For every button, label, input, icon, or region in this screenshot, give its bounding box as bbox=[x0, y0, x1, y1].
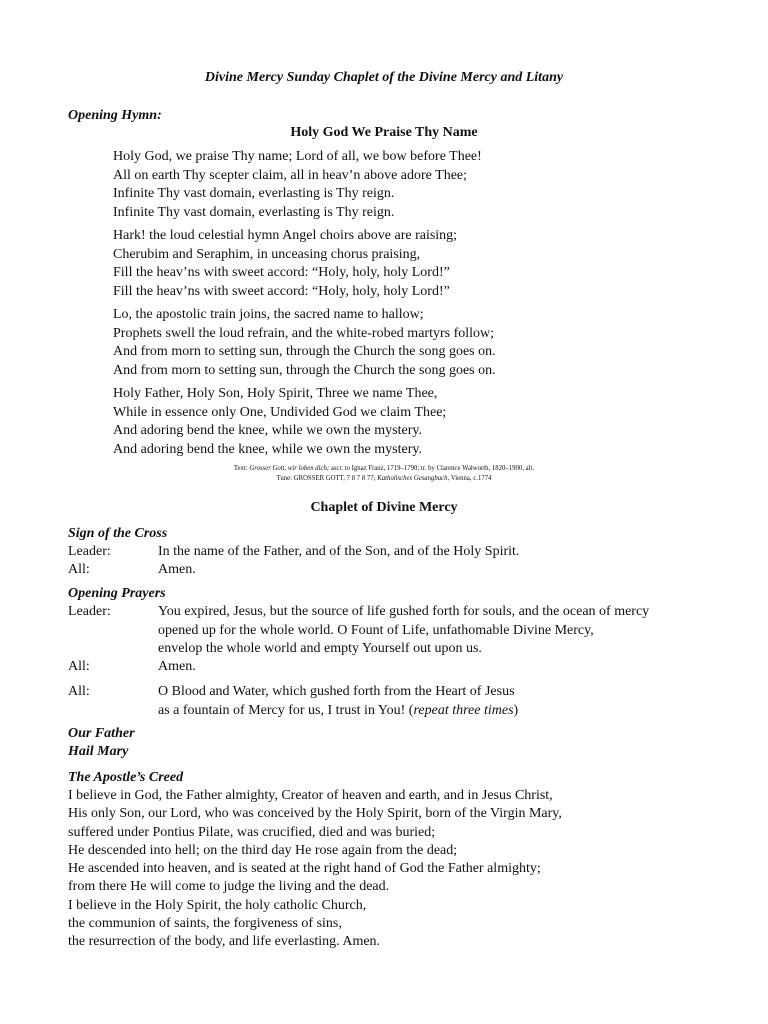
hymn-title-text: Holy God We Praise Thy Name bbox=[290, 125, 478, 140]
creed-line: the resurrection of the body, and life everlasting. Amen. bbox=[68, 934, 381, 950]
hymn-line: And adoring bend the knee, while we own the mystery. bbox=[113, 423, 422, 439]
prayer-text bbox=[158, 603, 758, 659]
prayer-text bbox=[158, 543, 758, 562]
speaker-label: All: bbox=[68, 562, 90, 577]
hail-mary-label: Hail Mary bbox=[68, 744, 129, 759]
repeat-instruction: repeat three times bbox=[413, 702, 514, 718]
credit-tune-prefix: Tune: GROSSER GOTT, 7 8 7 8 77; bbox=[276, 473, 378, 482]
creed-line: I believe in God, the Father almighty, Creator of heaven and earth, and in Jesus Christ, bbox=[68, 788, 553, 803]
creed-line: He ascended into heaven, and is seated at the right hand of God the Father almighty; bbox=[68, 861, 541, 877]
hymn-line: While in essence only One, Undivided God we claim Thee; bbox=[113, 404, 447, 420]
hymn-line: All on earth Thy scepter claim, all in heav’n above adore Thee; bbox=[113, 167, 468, 183]
credit-tune-source: Katholisches Gesangbuch, bbox=[377, 473, 450, 482]
hymn-stanza-2 bbox=[113, 227, 457, 302]
prayer-line: opened up for the whole world. O Fount of Life, unfathomable Divine Mercy, bbox=[158, 622, 594, 638]
hymn-line: Cherubim and Seraphim, in unceasing chorus praising, bbox=[113, 246, 421, 262]
prayer-line-main: as a fountain of Mercy for us, I trust in You! ( bbox=[158, 702, 414, 718]
chaplet-heading: Chaplet of Divine Mercy bbox=[310, 500, 458, 515]
hymn-line: Fill the heav’ns with sweet accord: “Holy, holy, holy Lord!” bbox=[113, 284, 450, 300]
hymn-tune-credit bbox=[38, 473, 729, 483]
speaker-label: Leader: bbox=[68, 544, 111, 559]
creed-line: the communion of saints, the forgiveness of sins, bbox=[68, 916, 342, 932]
creed-line: His only Son, our Lord, who was conceived by the Holy Spirit, born of the Virgin Mary, bbox=[68, 806, 562, 822]
hymn-line: And adoring bend the knee, while we own the mystery. bbox=[113, 442, 422, 458]
hymn-line: Lo, the apostolic train joins, the sacred name to hallow; bbox=[113, 307, 424, 322]
prayer-line-end: ) bbox=[513, 702, 519, 718]
hymn-line: And from morn to setting sun, through the Church the song goes on. bbox=[113, 363, 496, 379]
creed-line: suffered under Pontius Pilate, was crucified, died and was buried; bbox=[68, 824, 436, 840]
credit-text-title: Grosser Gott, wir loben dich; bbox=[249, 463, 330, 472]
prayer-text bbox=[158, 658, 758, 677]
hymn-line: And from morn to setting sun, through the Church the song goes on. bbox=[113, 344, 496, 360]
speaker-label: Leader: bbox=[68, 604, 111, 619]
credit-text-prefix: Text: bbox=[233, 463, 250, 472]
sign-of-cross-label: Sign of the Cross bbox=[68, 526, 168, 541]
document-title: Divine Mercy Sunday Chaplet of the Divine Mercy and Litany bbox=[204, 70, 564, 85]
hymn-line: Infinite Thy vast domain, everlasting is Thy reign. bbox=[113, 205, 395, 221]
hymn-stanza-1 bbox=[113, 148, 482, 223]
prayer-line bbox=[158, 702, 758, 721]
hymn-line: Holy Father, Holy Son, Holy Spirit, Three we name Thee, bbox=[113, 386, 438, 401]
creed-text bbox=[68, 787, 562, 952]
creed-line: from there He will come to judge the living and the dead. bbox=[68, 879, 390, 895]
prayer-line: You expired, Jesus, but the source of life gushed forth for souls, and the ocean of mercy bbox=[158, 604, 650, 619]
prayer-line: In the name of the Father, and of the Son, and of the Holy Spirit. bbox=[158, 544, 520, 559]
hymn-line: Holy God, we praise Thy name; Lord of all, we bow before Thee! bbox=[113, 149, 482, 164]
prayer-line: envelop the whole world and empty Yourself out upon us. bbox=[158, 641, 482, 656]
hymn-stanza-4 bbox=[113, 385, 446, 460]
hymn-line: Prophets swell the loud refrain, and the white-robed martyrs follow; bbox=[113, 325, 495, 341]
prayer-text bbox=[158, 561, 758, 580]
hymn-title bbox=[0, 125, 768, 141]
hymn-line: Fill the heav’ns with sweet accord: “Holy, holy, holy Lord!” bbox=[113, 265, 450, 281]
opening-prayers-label: Opening Prayers bbox=[68, 586, 166, 601]
prayer-line: Amen. bbox=[158, 562, 196, 577]
prayer-line: O Blood and Water, which gushed forth from the Heart of Jesus bbox=[158, 684, 515, 699]
our-father-label: Our Father bbox=[68, 726, 135, 741]
creed-line: I believe in the Holy Spirit, the holy catholic Church, bbox=[68, 897, 367, 913]
hymn-text-credit bbox=[38, 463, 729, 473]
hymn-line: Infinite Thy vast domain, everlasting is Thy reign. bbox=[113, 186, 395, 202]
creed-label: The Apostle’s Creed bbox=[68, 770, 184, 785]
speaker-label: All: bbox=[68, 659, 90, 674]
credit-text-rest: ascr. to Ignaz Franz, 1719–1790; tr. by Clarence Walworth, 1820–1900, alt. bbox=[329, 463, 535, 472]
hymn-stanza-3 bbox=[113, 306, 496, 381]
hymn-line: Hark! the loud celestial hymn Angel choirs above are raising; bbox=[113, 228, 458, 243]
opening-hymn-label: Opening Hymn: bbox=[68, 108, 162, 123]
prayer-line: Amen. bbox=[158, 659, 196, 674]
prayer-text bbox=[158, 683, 758, 720]
speaker-label: All: bbox=[68, 684, 90, 699]
creed-line: He descended into hell; on the third day He rose again from the dead; bbox=[68, 842, 458, 858]
credit-tune-rest: Vienna, c.1774 bbox=[449, 473, 492, 482]
